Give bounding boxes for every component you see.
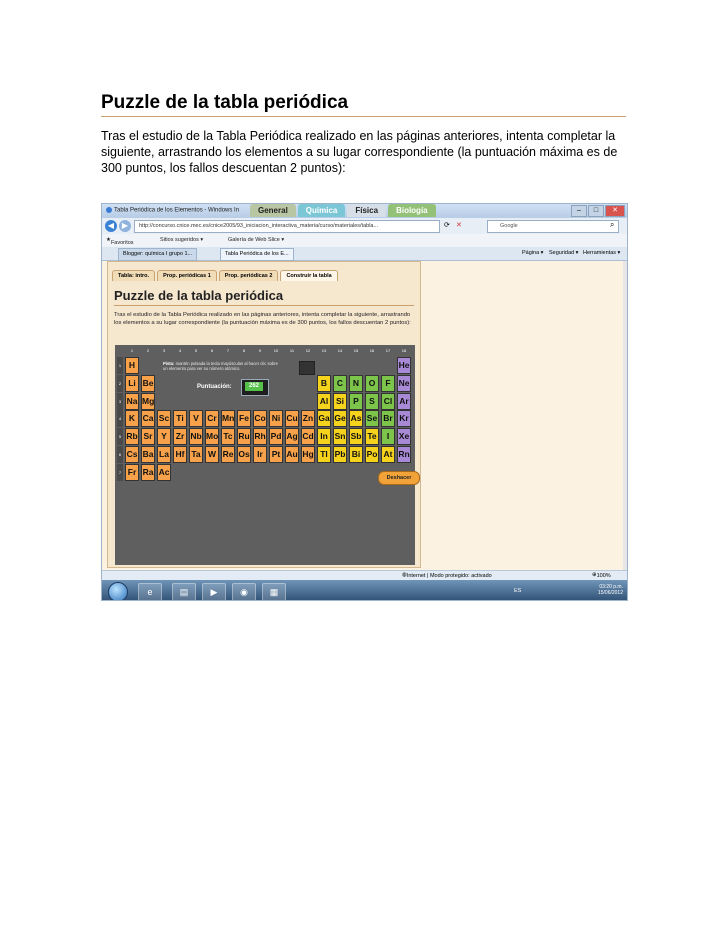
hint-body: mantén pulsada la tecla mayúsculas al hacer clic sobre un elemento para ver su número atómico. — [163, 361, 278, 371]
lesson-tab-intro[interactable]: Tabla: intro. — [112, 270, 155, 281]
group-number: 8 — [242, 348, 246, 353]
element-tile-ti[interactable]: Ti — [173, 410, 187, 427]
element-tile-mn[interactable]: Mn — [221, 410, 235, 427]
close-icon[interactable]: ✕ — [605, 205, 625, 217]
element-tile-y[interactable]: Y — [157, 428, 171, 445]
element-tile-ru[interactable]: Ru — [237, 428, 251, 445]
period-number: 7 — [117, 464, 123, 481]
group-number: 14 — [337, 348, 343, 353]
element-tile-pb[interactable]: Pb — [333, 446, 347, 463]
element-tile-nb[interactable]: Nb — [189, 428, 203, 445]
web-slice-link[interactable]: Galería de Web Slice ▾ — [228, 237, 285, 243]
element-tile-po[interactable]: Po — [365, 446, 379, 463]
element-tile-ac[interactable]: Ac — [157, 464, 171, 481]
window-title-text: Tabla Periódica de los Elementos - Windows In — [114, 207, 240, 214]
element-tile-cu[interactable]: Cu — [285, 410, 299, 427]
search-input[interactable]: Google — [487, 220, 619, 233]
zoom-level[interactable]: ⊕ 100% — [592, 572, 611, 579]
group-number: 13 — [321, 348, 327, 353]
element-tile-si[interactable]: Si — [333, 393, 347, 410]
group-number: 9 — [258, 348, 262, 353]
forward-icon[interactable]: ▶ — [119, 220, 131, 232]
group-number: 11 — [289, 348, 295, 353]
group-number: 16 — [369, 348, 375, 353]
window-title — [106, 207, 239, 214]
element-tile-xe[interactable]: Xe — [397, 428, 411, 445]
element-tile-he[interactable]: He — [397, 357, 411, 374]
lesson-tab-construir[interactable]: Construir la tabla — [280, 270, 337, 281]
blog-tab-biologia[interactable]: Biología — [388, 204, 436, 217]
period-number: 5 — [117, 428, 123, 445]
element-tile-zn[interactable]: Zn — [301, 410, 315, 427]
window-titlebar — [102, 204, 627, 218]
element-tile-as[interactable]: As — [349, 410, 363, 427]
element-tile-ra[interactable]: Ra — [141, 464, 155, 481]
window-controls — [571, 205, 625, 217]
status-text: ◍ Internet | Modo protegido: activado — [402, 572, 492, 579]
blog-tabs — [250, 204, 438, 218]
element-tile-na[interactable]: Na — [125, 393, 139, 410]
start-button[interactable] — [108, 582, 128, 601]
element-tile-o[interactable]: O — [365, 375, 379, 392]
element-tile-sc[interactable]: Sc — [157, 410, 171, 427]
refresh-icon[interactable]: ⟳ — [444, 222, 450, 229]
cmd-page[interactable]: Página ▾ — [522, 250, 544, 256]
element-tile-f[interactable]: F — [381, 375, 395, 392]
page-content — [102, 261, 627, 570]
browser-tabbar — [102, 247, 627, 261]
element-tile-tl[interactable]: Tl — [317, 446, 331, 463]
folder-taskbar-icon[interactable]: ▤ — [172, 583, 196, 601]
undo-button[interactable]: Deshacer — [378, 471, 420, 485]
element-tile-pd[interactable]: Pd — [269, 428, 283, 445]
blog-tab-general[interactable]: General — [250, 204, 296, 217]
element-tile-kr[interactable]: Kr — [397, 410, 411, 427]
element-tile-sb[interactable]: Sb — [349, 428, 363, 445]
period-number: 1 — [117, 357, 123, 374]
element-tile-ir[interactable]: Ir — [253, 446, 267, 463]
lesson-title: Puzzle de la tabla periódica — [114, 288, 414, 306]
app-taskbar-icon[interactable]: ▦ — [262, 583, 286, 601]
element-tile-hg[interactable]: Hg — [301, 446, 315, 463]
ie-taskbar-icon[interactable]: e — [138, 583, 162, 601]
favorites-bar — [102, 234, 627, 248]
blog-tab-fisica[interactable]: Física — [347, 204, 386, 217]
lesson-tab-prop1[interactable]: Prop. periódicas 1 — [157, 270, 217, 281]
element-tile-co[interactable]: Co — [253, 410, 267, 427]
search-icon[interactable]: ⌕ — [610, 220, 615, 229]
period-number: 3 — [117, 393, 123, 410]
stop-icon[interactable]: ✕ — [456, 222, 462, 229]
taskbar — [102, 580, 627, 601]
element-tile-cl[interactable]: Cl — [381, 393, 395, 410]
element-tile-be[interactable]: Be — [141, 375, 155, 392]
element-tile-i[interactable]: I — [381, 428, 395, 445]
element-tile-mo[interactable]: Mo — [205, 428, 219, 445]
clock-date: 15/06/2012 — [597, 590, 623, 596]
element-tile-ar[interactable]: Ar — [397, 393, 411, 410]
zoom-value: 100% — [596, 573, 611, 579]
element-tile-ni[interactable]: Ni — [269, 410, 283, 427]
element-tile-zr[interactable]: Zr — [173, 428, 187, 445]
browser-tab-blogger[interactable]: Blogger: química I grupo 1... — [118, 248, 197, 261]
group-number: 2 — [146, 348, 150, 353]
element-tile-se[interactable]: Se — [365, 410, 379, 427]
element-tile-cd[interactable]: Cd — [301, 428, 315, 445]
score-box — [241, 379, 269, 396]
lesson-panel — [107, 261, 421, 568]
element-tile-k[interactable]: K — [125, 410, 139, 427]
element-tile-mg[interactable]: Mg — [141, 393, 155, 410]
hint-label: Pista: — [163, 361, 175, 366]
lesson-tabs — [112, 270, 340, 281]
minimize-icon[interactable]: – — [571, 205, 587, 217]
element-tile-ag[interactable]: Ag — [285, 428, 299, 445]
group-number: 15 — [353, 348, 359, 353]
element-tile-br[interactable]: Br — [381, 410, 395, 427]
favorites-button[interactable]: ★ Favoritos — [106, 237, 134, 246]
back-icon[interactable]: ◀ — [105, 220, 117, 232]
score-value: 262 — [245, 382, 263, 391]
browser-screenshot — [101, 203, 628, 601]
language-indicator[interactable]: ES — [514, 588, 522, 594]
suggested-sites-link[interactable]: Sitios sugeridos ▾ — [160, 237, 204, 243]
element-tile-c[interactable]: C — [333, 375, 347, 392]
cmd-security[interactable]: Seguridad ▾ — [549, 250, 579, 256]
document-title: Puzzle de la tabla periódica — [101, 92, 626, 117]
element-tile-w[interactable]: W — [205, 446, 219, 463]
browser-tab-tabla[interactable]: Tabla Periódica de los E... — [220, 248, 294, 261]
document-paragraph: Tras el estudio de la Tabla Periódica realizado en las páginas anteriores, intenta completar la siguiente, arrastrando los elementos a su lugar correspondiente (la puntuación máxima es de 300 puntos, los fallos descuentan 2 puntos): — [101, 129, 618, 175]
element-tile-hf[interactable]: Hf — [173, 446, 187, 463]
cmd-tools[interactable]: Herramientas ▾ — [583, 250, 621, 256]
element-tile-cr[interactable]: Cr — [205, 410, 219, 427]
element-tile-rn[interactable]: Rn — [397, 446, 411, 463]
group-number: 4 — [178, 348, 182, 353]
element-tile-cs[interactable]: Cs — [125, 446, 139, 463]
ie-icon — [106, 207, 112, 213]
element-tile-ge[interactable]: Ge — [333, 410, 347, 427]
favorites-label: Favoritos — [110, 240, 134, 246]
firefox-taskbar-icon[interactable]: ◉ — [232, 583, 256, 601]
address-bar — [102, 218, 627, 234]
element-tile-au[interactable]: Au — [285, 446, 299, 463]
blog-tab-quimica[interactable]: Química — [298, 204, 346, 217]
element-tile-re[interactable]: Re — [221, 446, 235, 463]
hint-text — [163, 361, 281, 371]
element-tile-ta[interactable]: Ta — [189, 446, 203, 463]
lesson-tab-prop2[interactable]: Prop. periódicas 2 — [219, 270, 279, 281]
group-number: 7 — [226, 348, 230, 353]
element-tile-n[interactable]: N — [349, 375, 363, 392]
group-number: 12 — [305, 348, 311, 353]
element-tile-h[interactable]: H — [125, 357, 139, 374]
group-number: 5 — [194, 348, 198, 353]
atomic-number-display — [299, 361, 315, 375]
maximize-icon[interactable]: □ — [588, 205, 604, 217]
element-tile-in[interactable]: In — [317, 428, 331, 445]
group-number: 3 — [162, 348, 166, 353]
url-input[interactable]: http://concurso.cnice.mec.es/cnice2005/93_iniciacion_interactiva_materia/curso/materiales/tabla... — [134, 220, 440, 233]
group-number: 18 — [401, 348, 407, 353]
element-tile-li[interactable]: Li — [125, 375, 139, 392]
element-tile-fr[interactable]: Fr — [125, 464, 139, 481]
element-tile-tc[interactable]: Tc — [221, 428, 235, 445]
element-tile-ba[interactable]: Ba — [141, 446, 155, 463]
element-tile-s[interactable]: S — [365, 393, 379, 410]
period-number: 4 — [117, 410, 123, 427]
element-tile-bi[interactable]: Bi — [349, 446, 363, 463]
clock[interactable] — [598, 584, 623, 596]
period-number: 6 — [117, 446, 123, 463]
element-tile-la[interactable]: La — [157, 446, 171, 463]
element-tile-v[interactable]: V — [189, 410, 203, 427]
element-tile-al[interactable]: Al — [317, 393, 331, 410]
group-number: 17 — [385, 348, 391, 353]
element-tile-fe[interactable]: Fe — [237, 410, 251, 427]
score-label: Puntuación: — [197, 384, 232, 390]
element-tile-ne[interactable]: Ne — [397, 375, 411, 392]
group-number: 6 — [210, 348, 214, 353]
clock-time: 03:20 p.m. — [599, 584, 623, 590]
lesson-paragraph: Tras el estudio de la Tabla Periódica realizado en las páginas anteriores, intenta completar la siguiente, arrastrando los elementos a su lugar correspondiente (la puntuación máxima es de 300 puntos, los fallos descuentan 2 puntos): — [114, 312, 411, 326]
group-number: 10 — [273, 348, 279, 353]
periodic-table-board — [115, 345, 415, 565]
element-tile-b[interactable]: B — [317, 375, 331, 392]
element-tile-p[interactable]: P — [349, 393, 363, 410]
scrollbar[interactable] — [623, 261, 628, 570]
element-tile-at[interactable]: At — [381, 446, 395, 463]
status-text-value: Internet | Modo protegido: activado — [406, 573, 492, 579]
element-tile-rb[interactable]: Rb — [125, 428, 139, 445]
element-tile-sn[interactable]: Sn — [333, 428, 347, 445]
media-taskbar-icon[interactable]: ▶ — [202, 583, 226, 601]
element-tile-ga[interactable]: Ga — [317, 410, 331, 427]
group-number: 1 — [130, 348, 134, 353]
element-tile-ca[interactable]: Ca — [141, 410, 155, 427]
element-tile-te[interactable]: Te — [365, 428, 379, 445]
element-tile-os[interactable]: Os — [237, 446, 251, 463]
element-tile-pt[interactable]: Pt — [269, 446, 283, 463]
period-number: 2 — [117, 375, 123, 392]
element-tile-rh[interactable]: Rh — [253, 428, 267, 445]
element-tile-sr[interactable]: Sr — [141, 428, 155, 445]
